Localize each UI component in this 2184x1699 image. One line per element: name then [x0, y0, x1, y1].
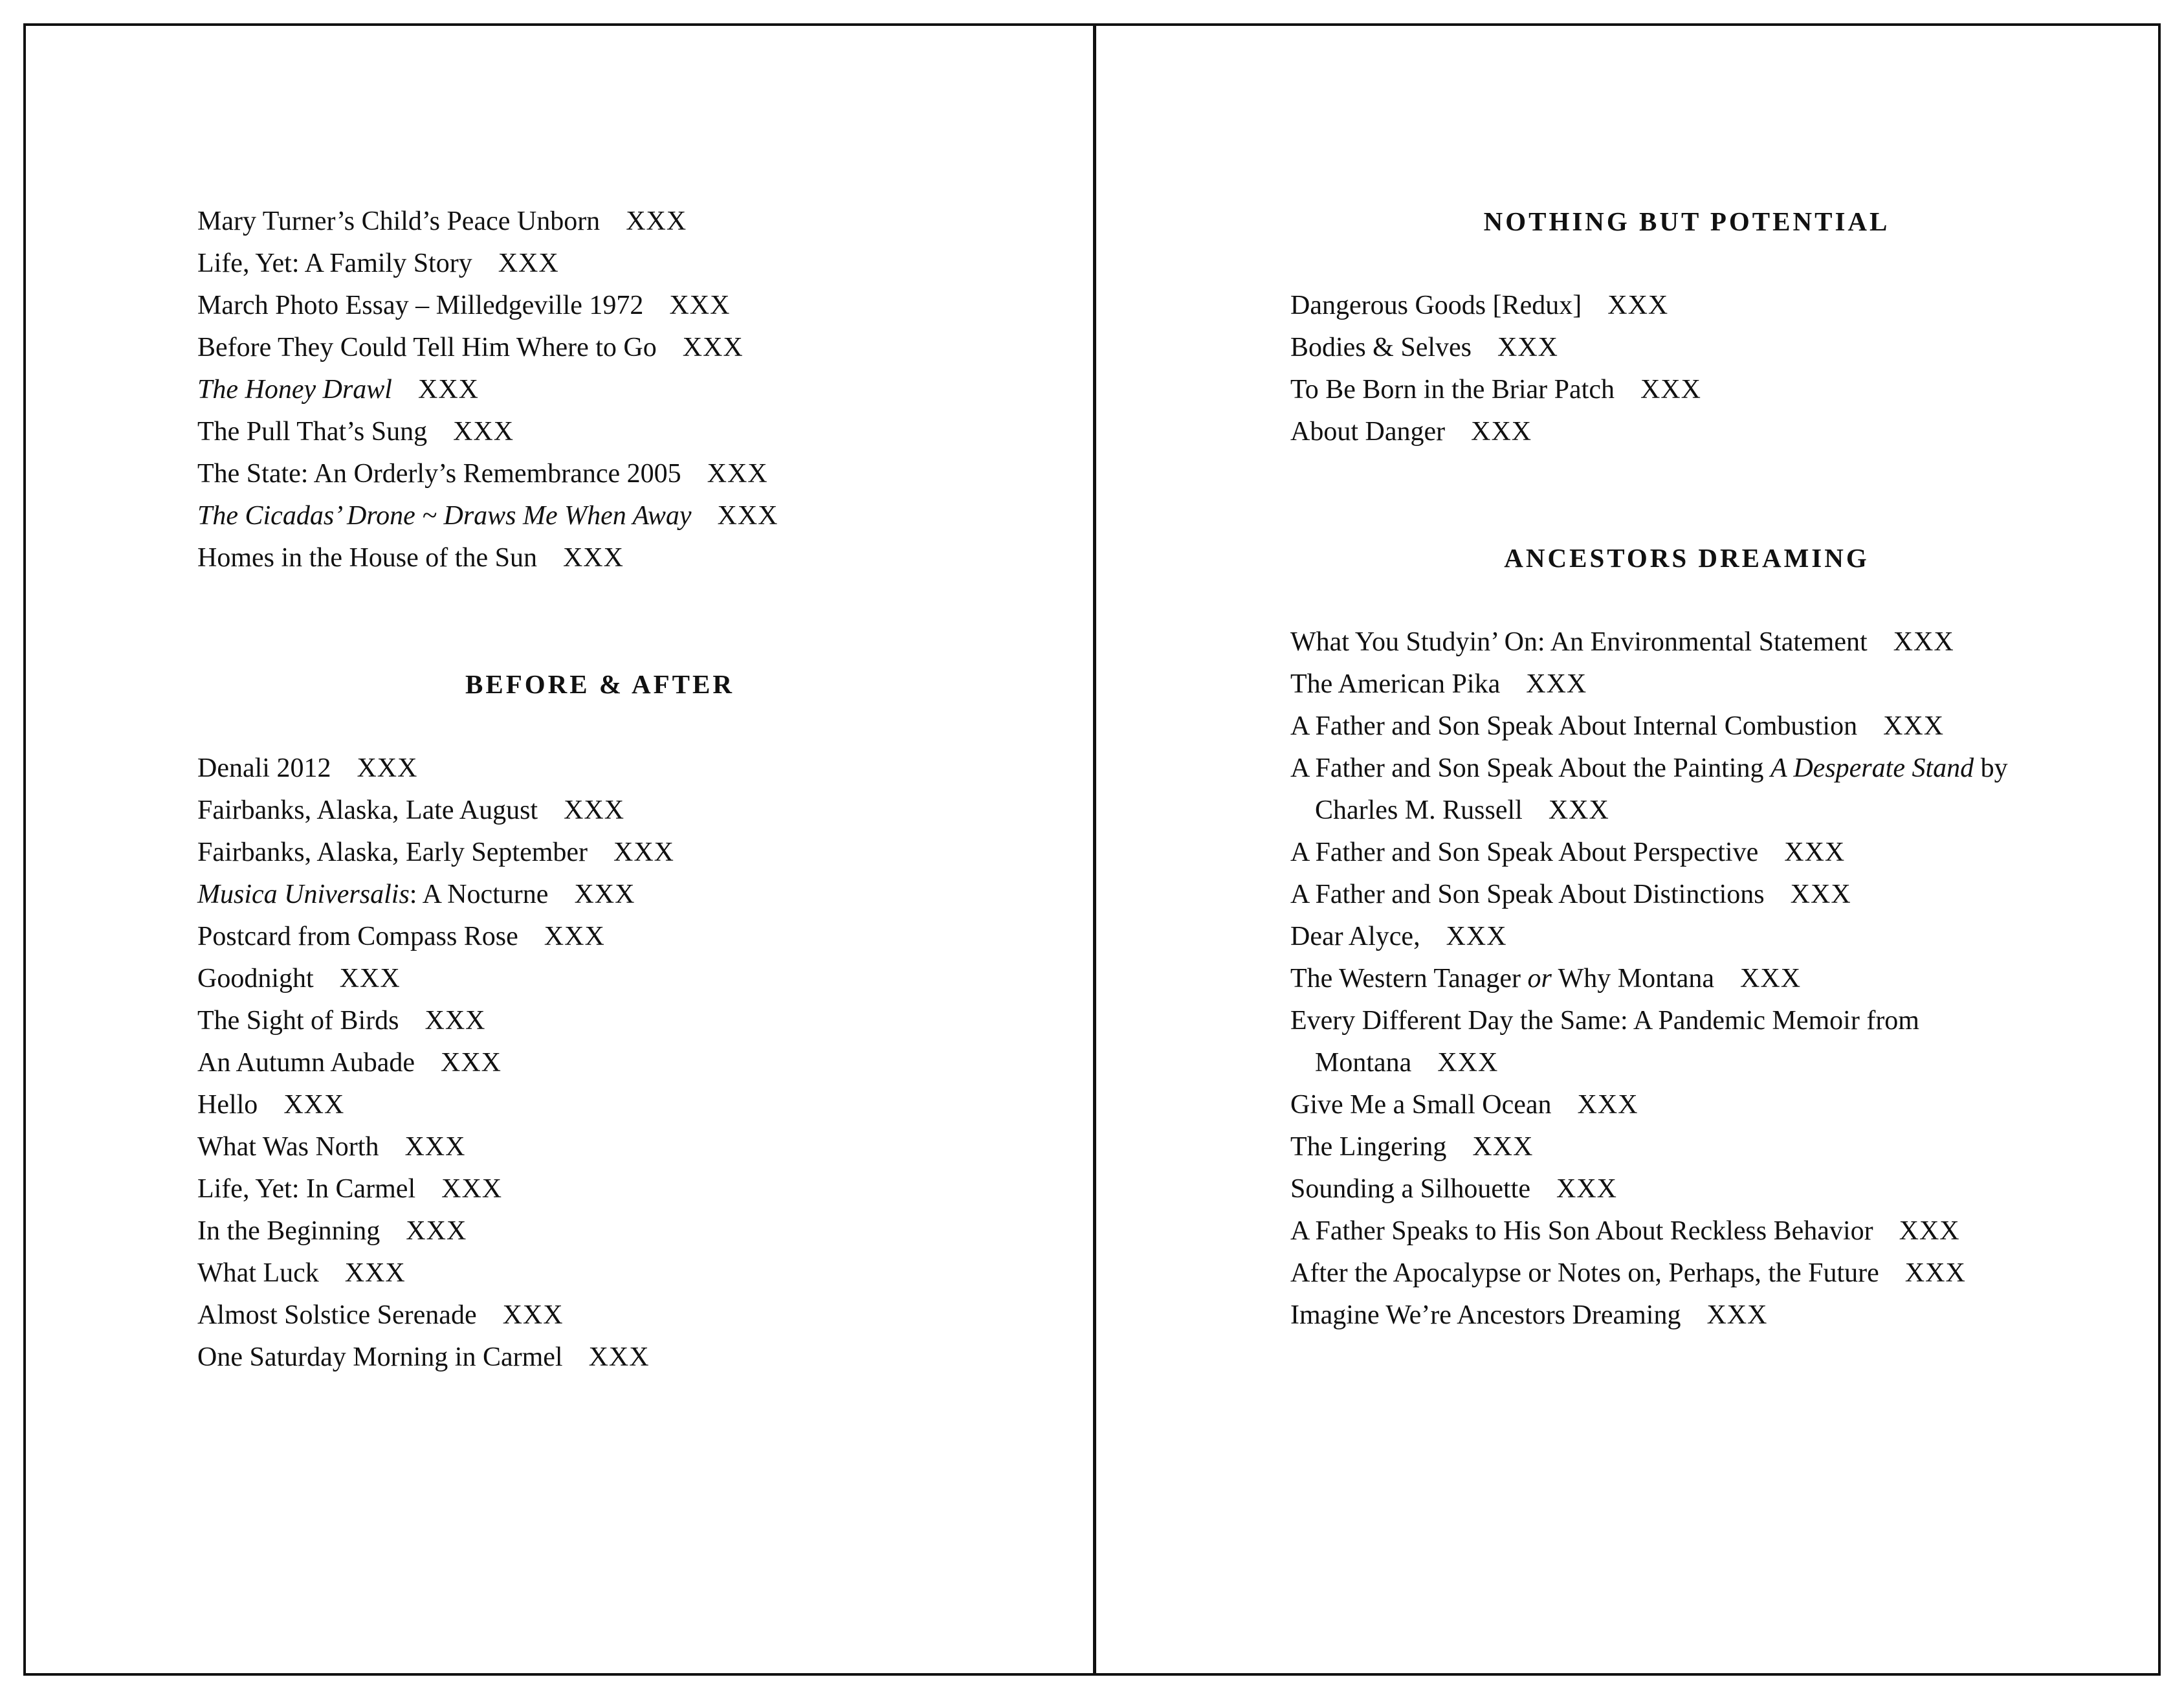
left-page — [26, 26, 1093, 1673]
toc-entry-page-number: XXX — [1577, 1090, 1638, 1120]
toc-list-right-2 — [1290, 621, 2083, 1337]
toc-entry-title: About Danger — [1290, 417, 1446, 447]
toc-entry-title: What Luck — [197, 1258, 319, 1288]
toc-entry-page-number: XXX — [682, 333, 744, 362]
toc-entry-page-number: XXX — [1790, 880, 1851, 909]
toc-entry — [1290, 705, 2083, 748]
toc-entry-page-number: XXX — [498, 249, 559, 278]
toc-entry-title: An Autumn Aubade — [197, 1048, 415, 1078]
toc-entry-title: or — [1527, 964, 1552, 994]
toc-entry-page-number: XXX — [1784, 838, 1846, 867]
toc-entry — [1290, 832, 2083, 874]
toc-entry-title: A Father and Son Speak About Internal Combustion — [1290, 711, 1858, 741]
toc-entry-page-number: XXX — [1904, 1258, 1966, 1288]
toc-entry-title: A Father and Son Speak About Distinctions — [1290, 880, 1765, 909]
toc-entry-page-number: XXX — [357, 753, 418, 783]
toc-entry-page-number: XXX — [441, 1174, 503, 1204]
toc-entry-title: The Lingering — [1290, 1132, 1447, 1162]
toc-entry-title: Fairbanks, Alaska, Early September — [197, 838, 588, 867]
toc-entry — [1290, 411, 2083, 453]
toc-list-left-2 — [197, 748, 1002, 1379]
toc-entry-title: The Cicadas’ Drone ~ Draws Me When Away — [197, 501, 692, 531]
toc-entry-page-number: XXX — [717, 501, 778, 531]
toc-entry-page-number: XXX — [544, 922, 605, 951]
toc-entry — [1290, 874, 2083, 916]
toc-entry-page-number: XXX — [502, 1300, 564, 1330]
toc-entry-title: Fairbanks, Alaska, Late August — [197, 795, 538, 825]
toc-entry-page-number: XXX — [404, 1132, 466, 1162]
toc-entry — [1290, 748, 2083, 832]
toc-entry-title: A Father Speaks to His Son About Reckless Behavior — [1290, 1216, 1873, 1246]
toc-entry — [197, 832, 1002, 874]
toc-entry-title: The Western Tanager — [1290, 964, 1528, 994]
toc-entry — [197, 495, 1002, 537]
toc-entry — [1290, 1000, 2083, 1084]
toc-entry-page-number: XXX — [440, 1048, 502, 1078]
toc-entry — [1290, 1210, 2083, 1252]
toc-entry — [197, 1126, 1002, 1168]
toc-entry-page-number: XXX — [406, 1216, 467, 1246]
toc-entry-title: The Sight of Birds — [197, 1006, 399, 1036]
toc-entry-title: March Photo Essay – Milledgeville 1972 — [197, 291, 644, 320]
book-spread — [23, 23, 2161, 1676]
toc-entry — [1290, 916, 2083, 958]
toc-entry-page-number: XXX — [1471, 417, 1532, 447]
toc-entry-page-number: XXX — [1883, 711, 1945, 741]
toc-entry — [197, 1337, 1002, 1379]
toc-entry — [1290, 1252, 2083, 1294]
toc-entry-page-number: XXX — [1893, 627, 1954, 657]
toc-entry-page-number: XXX — [417, 375, 479, 405]
toc-entry — [197, 1210, 1002, 1252]
toc-entry-title: In the Beginning — [197, 1216, 381, 1246]
toc-entry — [1290, 1084, 2083, 1126]
toc-entry — [1290, 1126, 2083, 1168]
toc-entry-title: Give Me a Small Ocean — [1290, 1090, 1552, 1120]
toc-entry — [197, 1168, 1002, 1210]
toc-entry — [197, 1084, 1002, 1126]
toc-entry-title: Life, Yet: A Family Story — [197, 249, 472, 278]
toc-entry-title: Musica Universalis — [197, 880, 410, 909]
toc-list-left-1 — [197, 201, 1002, 579]
toc-entry — [1290, 958, 2083, 1000]
toc-entry — [197, 369, 1002, 411]
toc-entry-title: A Father and Son Speak About the Painting — [1290, 753, 1770, 783]
toc-entry-page-number: XXX — [1740, 964, 1802, 994]
toc-entry-page-number: XXX — [574, 880, 635, 909]
toc-entry — [197, 537, 1002, 579]
toc-entry — [1290, 285, 2083, 327]
toc-entry — [197, 916, 1002, 958]
toc-entry — [197, 453, 1002, 495]
toc-entry — [1290, 369, 2083, 411]
toc-entry — [197, 1000, 1002, 1042]
toc-entry-title: A Father and Son Speak About Perspective — [1290, 838, 1759, 867]
toc-entry-title: Postcard from Compass Rose — [197, 922, 518, 951]
toc-entry-page-number: XXX — [588, 1342, 650, 1372]
toc-entry-title: Almost Solstice Serenade — [197, 1300, 477, 1330]
toc-entry-page-number: XXX — [1706, 1300, 1768, 1330]
toc-entry-title: Every Different Day the Same: A Pandemic Memoir from Montana — [1290, 1006, 1919, 1078]
toc-entry-title: A Desperate Stand — [1770, 753, 1974, 783]
toc-entry — [197, 285, 1002, 327]
toc-entry-page-number: XXX — [669, 291, 731, 320]
section-heading-before-after: BEFORE & AFTER — [465, 669, 734, 699]
section-heading-ancestors-dreaming: ANCESTORS DREAMING — [1504, 543, 1870, 573]
toc-entry-title: After the Apocalypse or Notes on, Perhaps, the Future — [1290, 1258, 1879, 1288]
toc-entry-title: Mary Turner’s Child’s Peace Unborn — [197, 206, 601, 236]
toc-entry-page-number: XXX — [339, 964, 401, 994]
toc-entry-page-number: XXX — [707, 459, 768, 489]
toc-entry-page-number: XXX — [564, 795, 625, 825]
toc-entry-title: by Charles M. Russell — [1315, 753, 2008, 825]
toc-entry-title: The American Pika — [1290, 669, 1501, 699]
toc-entry-page-number: XXX — [1556, 1174, 1617, 1204]
toc-entry — [197, 243, 1002, 285]
toc-entry — [1290, 663, 2083, 705]
toc-entry-page-number: XXX — [613, 838, 675, 867]
toc-entry — [197, 201, 1002, 243]
toc-entry-page-number: XXX — [283, 1090, 345, 1120]
toc-entry — [197, 748, 1002, 790]
toc-entry-title: What You Studyin’ On: An Environmental Statement — [1290, 627, 1868, 657]
toc-entry — [197, 874, 1002, 916]
toc-entry-page-number: XXX — [425, 1006, 486, 1036]
toc-entry-title: The Pull That’s Sung — [197, 417, 428, 447]
toc-entry — [1290, 327, 2083, 369]
toc-list-right-1 — [1290, 285, 2083, 453]
toc-entry — [1290, 621, 2083, 663]
toc-entry — [197, 1042, 1002, 1084]
toc-entry-title: Life, Yet: In Carmel — [197, 1174, 416, 1204]
toc-entry-page-number: XXX — [344, 1258, 406, 1288]
toc-entry — [1290, 1294, 2083, 1337]
toc-entry-title: Why Montana — [1551, 964, 1715, 994]
toc-entry — [197, 790, 1002, 832]
toc-entry-page-number: XXX — [1446, 922, 1507, 951]
toc-entry-title: The State: An Orderly’s Remembrance 2005 — [197, 459, 681, 489]
toc-entry-page-number: XXX — [1899, 1216, 1960, 1246]
toc-entry-page-number: XXX — [1526, 669, 1587, 699]
toc-entry-title: Dear Alyce, — [1290, 922, 1420, 951]
toc-entry — [197, 1294, 1002, 1337]
toc-entry-page-number: XXX — [626, 206, 687, 236]
toc-entry-title: Denali 2012 — [197, 753, 331, 783]
toc-entry-title: Goodnight — [197, 964, 314, 994]
toc-entry-page-number: XXX — [1640, 375, 1701, 405]
toc-entry-page-number: XXX — [1497, 333, 1558, 362]
toc-entry-title: The Honey Drawl — [197, 375, 392, 405]
toc-entry-page-number: XXX — [1437, 1048, 1499, 1078]
right-page — [1096, 26, 2161, 1673]
toc-entry-title: Dangerous Goods [Redux] — [1290, 291, 1582, 320]
toc-entry — [197, 411, 1002, 453]
toc-entry-page-number: XXX — [1472, 1132, 1534, 1162]
toc-entry — [197, 327, 1002, 369]
toc-entry-title: To Be Born in the Briar Patch — [1290, 375, 1615, 405]
toc-entry-title: One Saturday Morning in Carmel — [197, 1342, 563, 1372]
toc-entry-page-number: XXX — [1607, 291, 1669, 320]
toc-entry-page-number: XXX — [1548, 795, 1609, 825]
toc-entry-title: Homes in the House of the Sun — [197, 543, 537, 573]
toc-entry-title: Imagine We’re Ancestors Dreaming — [1290, 1300, 1681, 1330]
toc-entry — [197, 958, 1002, 1000]
toc-entry-title: Hello — [197, 1090, 258, 1120]
toc-entry-title: Sounding a Silhouette — [1290, 1174, 1530, 1204]
toc-entry — [197, 1252, 1002, 1294]
toc-entry-title: Bodies & Selves — [1290, 333, 1472, 362]
toc-entry — [1290, 1168, 2083, 1210]
toc-entry-title: What Was North — [197, 1132, 379, 1162]
toc-entry-title: : A Nocturne — [409, 880, 549, 909]
section-heading-nothing-but-potential: NOTHING BUT POTENTIAL — [1483, 206, 1890, 236]
toc-entry-page-number: XXX — [453, 417, 514, 447]
toc-entry-title: Before They Could Tell Him Where to Go — [197, 333, 657, 362]
toc-entry-page-number: XXX — [562, 543, 624, 573]
